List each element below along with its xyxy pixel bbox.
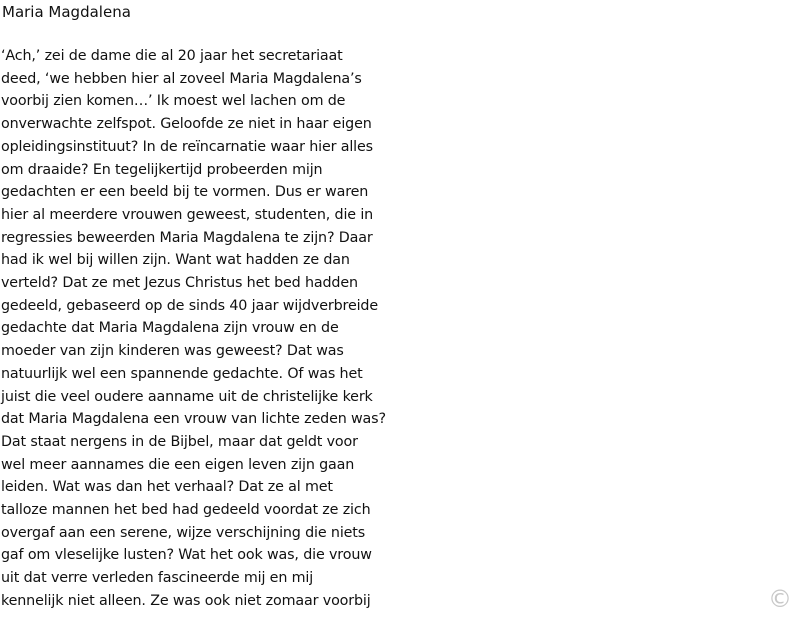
- text-line: had ik wel bij willen zijn. Want wat hadden ze dan: [1, 252, 350, 269]
- document-title: Maria Magdalena: [2, 3, 131, 21]
- text-line: uit dat verre verleden fascineerde mij en mij: [1, 570, 314, 587]
- text-line: juist die veel oudere aanname uit de christelijke kerk: [1, 388, 373, 405]
- text-line: Dat staat nergens in de Bijbel, maar dat geldt voor: [1, 433, 358, 450]
- text-line: ‘Ach,’ zei de dame die al 20 jaar het secretariaat: [1, 48, 343, 64]
- text-line: wel meer aannames die een eigen leven zijn gaan: [1, 456, 355, 473]
- text-line: hier al meerdere vrouwen geweest, studenten, die in: [1, 206, 374, 223]
- text-line: gedachten er een beeld bij te vormen. Dus er waren: [1, 184, 369, 201]
- text-line: gedeeld, gebaseerd op de sinds 40 jaar wijdverbreide: [1, 297, 378, 314]
- text-line: leiden. Wat was dan het verhaal? Dat ze al met: [1, 479, 333, 496]
- text-line: gedachte dat Maria Magdalena zijn vrouw en de: [1, 320, 339, 337]
- text-line: moeder van zijn kinderen was geweest? Dat was: [1, 343, 344, 360]
- text-line: talloze mannen het bed had gedeeld voordat ze zich: [1, 502, 371, 519]
- text-line: opleidingsinstituut? In de reïncarnatie waar hier alles: [1, 138, 373, 155]
- text-line: gaf om vleselijke lusten? Wat het ook was, die vrouw: [1, 547, 372, 564]
- text-line: om draaide? En tegelijkertijd probeerden mijn: [1, 161, 323, 178]
- text-line: dat Maria Magdalena een vrouw van lichte zeden was?: [1, 411, 386, 428]
- copyright-icon: ©: [768, 585, 792, 613]
- text-line: deed, ‘we hebben hier al zoveel Maria Magdalena’s: [1, 70, 362, 87]
- text-line: overgaf aan een serene, wijze verschijning die niets: [1, 524, 366, 541]
- document-body: [1, 45, 386, 613]
- text-line: verteld? Dat ze met Jezus Christus het bed hadden: [1, 275, 358, 292]
- text-line: regressies beweerden Maria Magdalena te zijn? Daar: [1, 229, 373, 246]
- text-line: onverwachte zelfspot. Geloofde ze niet in haar eigen: [1, 116, 372, 133]
- text-line: voorbij zien komen…’ Ik moest wel lachen om de: [1, 93, 346, 110]
- text-line: natuurlijk wel een spannende gedachte. Of was het: [1, 365, 363, 382]
- text-line: kennelijk niet alleen. Ze was ook niet zomaar voorbij: [1, 592, 371, 609]
